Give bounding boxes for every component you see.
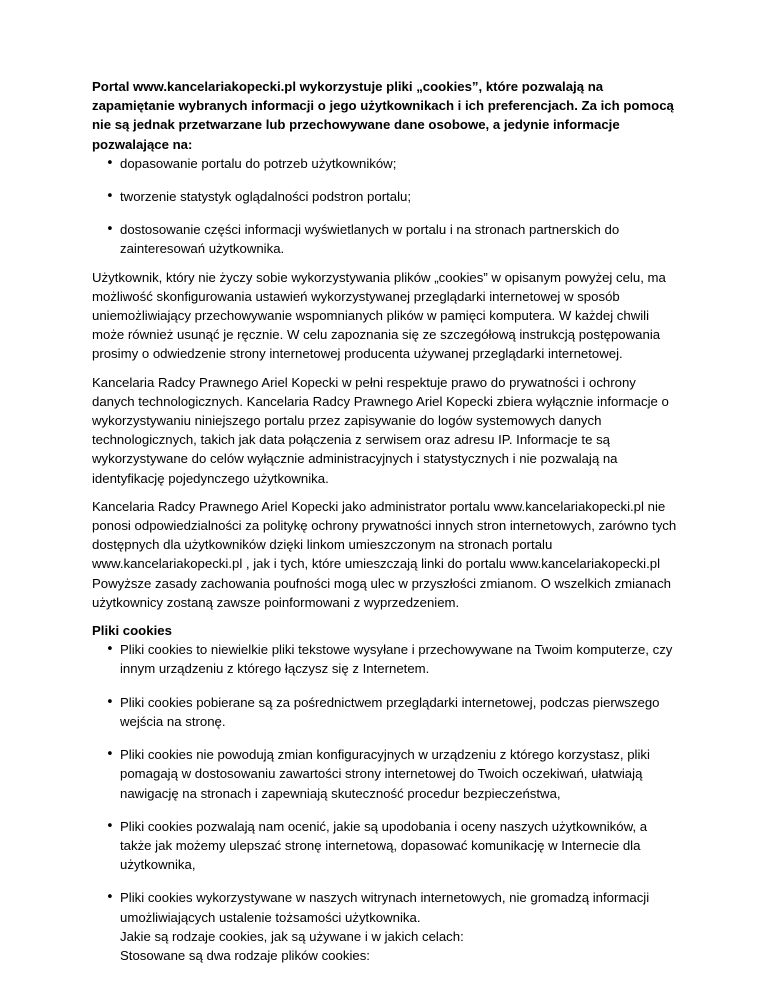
purpose-list	[92, 154, 682, 259]
list-item: • Pliki cookies to niewielkie pliki tekstowe wysyłane i przechowywane na Twoim komputerze, czy innym urządzeniu z którego łączysz się z Internetem.	[92, 640, 682, 678]
list-item: • dopasowanie portalu do potrzeb użytkowników;	[92, 154, 682, 173]
list-item: • Pliki cookies pozwalają nam ocenić, jakie są upodobania i oceny naszych użytkowników, a także jak możemy ulepszać stronę internetową, dopasować komunikację w Internecie dla użytkownika,	[92, 817, 682, 875]
paragraph-privacy: Kancelaria Radcy Prawnego Ariel Kopecki w pełni respektuje prawo do prywatności i ochrony danych technologicznych. Kancelaria Radcy Prawnego Ariel Kopecki zbiera wyłącznie informacje o wykorzystywaniu niniejszego portalu przez zapisywanie do logów systemowych danych technologicznych, takich jak data połączenia z serwisem oraz adresu IP. Informacje te są wykorzystywane do celów wyłącznie administracyjnych i statystycznych i nie pozwalają na identyfikację pojedynczego użytkownika.	[92, 374, 669, 486]
list-item: • tworzenie statystyk oglądalności podstron portalu;	[92, 187, 682, 206]
last-item-line: Jakie są rodzaje cookies, jak są używane i w jakich celach:	[120, 928, 464, 944]
document-page	[92, 77, 682, 965]
list-item: • Pliki cookies nie powodują zmian konfiguracyjnych w urządzeniu z którego korzystasz, pliki pomagają w dostosowaniu zawartości strony internetowej do Twoich oczekiwań, ułatwiają nawigację na stronach i zapewniają skuteczność procedur bezpieczeństwa,	[92, 745, 682, 803]
list-item: • Pliki cookies pobierane są za pośrednictwem przeglądarki internetowej, podczas pierwszego wejścia na stronę.	[92, 693, 682, 731]
last-item-line: • Pliki cookies wykorzystywane w naszych witrynach internetowych, nie gromadzą informacji umożliwiających ustalenie tożsamości użytkownika.	[120, 890, 650, 925]
list-item-last	[92, 888, 682, 965]
cookies-heading: Pliki cookies	[92, 623, 172, 639]
list-item: • dostosowanie części informacji wyświetlanych w portalu i na stronach partnerskich do zainteresowań użytkownika.	[92, 220, 682, 258]
paragraph-user-settings: Użytkownik, który nie życzy sobie wykorzystywania plików „cookies” w opisanym powyżej celu, ma możliwość skonfigurowania ustawień wykorzystywanej przeglądarki internetowej w sposób uniemożliwiający przechowywanie wspomnianych plików w pamięci komputera. W każdej chwili może również usunąć je ręcznie. W celu zapoznania się ze szczegółową instrukcją postępowania prosimy o odwiedzenie strony internetowej producenta używanej przeglądarki internetowej.	[92, 269, 666, 362]
last-item-line: Stosowane są dwa rodzaje plików cookies:	[120, 947, 370, 963]
cookies-list	[92, 640, 682, 965]
intro-paragraph: Portal www.kancelariakopecki.pl wykorzystuje pliki „cookies”, które pozwalają na zapamiętanie wybranych informacji o jego użytkownikach i ich preferencjach. Za ich pomocą nie są jednak przetwarzane lub przechowywane dane osobowe, a jedynie informacje pozwalające na:	[92, 79, 674, 152]
paragraph-responsibility: Kancelaria Radcy Prawnego Ariel Kopecki jako administrator portalu www.kancelariakopecki.pl nie ponosi odpowiedzialności za politykę ochrony prywatności innych stron internetowych, zarówno tych dostępnych dla użytkowników dzięki linkom umieszczonym na stronach portalu www.kancelariakopecki.pl , jak i tych, które umieszczają linki do portalu www.kancelariakopecki.pl Powyższe zasady zachowania poufności mogą ulec w przyszłości zmianom. O wszelkich zmianach użytkownicy zostaną zawsze poinformowani z wyprzedzeniem.	[92, 498, 677, 610]
